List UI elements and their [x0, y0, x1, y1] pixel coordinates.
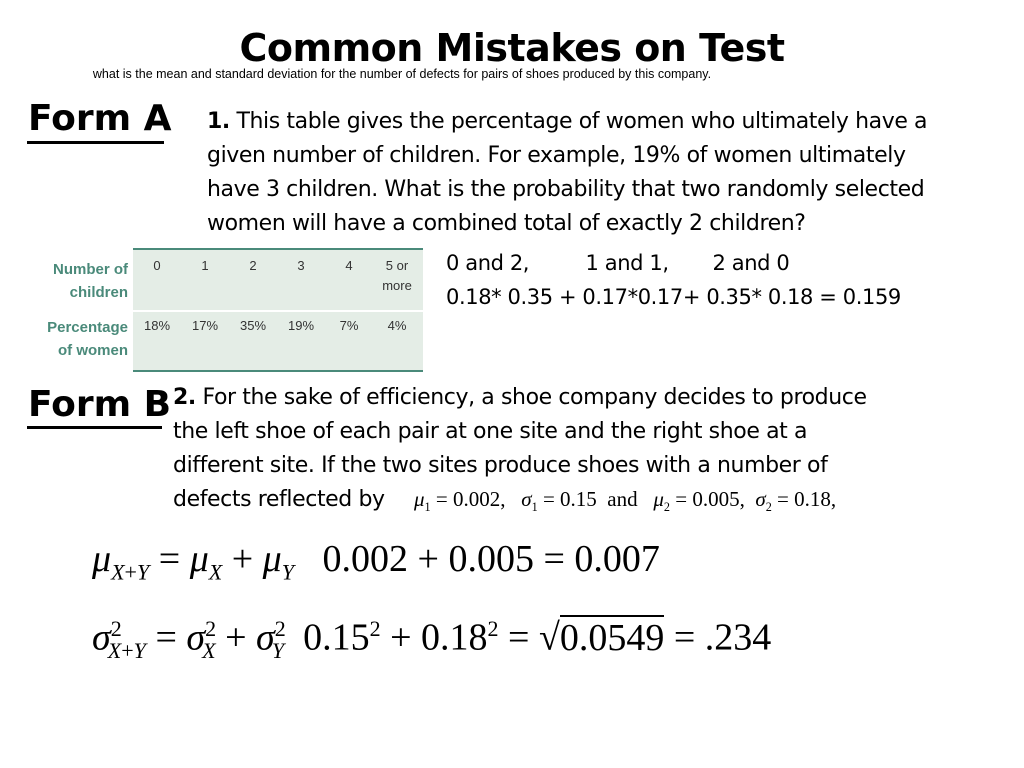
- sigma2-value: 0.18,: [794, 487, 837, 511]
- table-cell-percentage: 18%: [143, 318, 171, 333]
- mu1-value: 0.002,: [452, 487, 506, 511]
- form-a-underline: [27, 141, 164, 144]
- sd-result: = .234: [673, 616, 772, 659]
- form-b-question-line: defects reflected by: [173, 487, 385, 512]
- form-a-solution-calc: 0.18* 0.35 + 0.17*0.17+ 0.35* 0.18 = 0.159: [446, 285, 901, 309]
- sd-term-a: 0.15: [303, 616, 370, 659]
- form-a-question-line: women will have a combined total of exactly 2 children?: [207, 211, 806, 236]
- form-a-question-number: 1.: [207, 109, 230, 134]
- mean-sum-equation: $\mu_{X+Y} = \mu_X + \mu_Y$ 0.002 + 0.005 = 0.007: [92, 538, 660, 585]
- page-subtitle: what is the mean and standard deviation for the number of defects for pairs of shoes produced by this company.: [92, 67, 712, 81]
- table-cell-children: 0: [153, 258, 161, 273]
- table-cell-children: 3: [297, 258, 305, 273]
- form-b-question-number: 2.: [173, 385, 196, 410]
- table-cell-children: 5 or more: [382, 258, 412, 293]
- table-row-header-percentage: Percentage of women: [47, 319, 128, 359]
- table-cell-percentage: 17%: [191, 318, 219, 333]
- given-parameters: $\mu_1 = 0.002$, $\sigma_1 = 0.15$ and $\mu_2 = 0.005$, $\sigma_2 = 0.18$,: [414, 487, 837, 515]
- table-row-header-children: Number of children: [53, 261, 128, 301]
- sd-term-a-exponent: 2: [369, 616, 381, 641]
- form-a-solution-cases: 0 and 2, 1 and 1, 2 and 0: [446, 251, 790, 275]
- form-b-question-line: different site. If the two sites produce shoes with a number of: [173, 453, 828, 478]
- mean-result: 0.002 + 0.005 = 0.007: [322, 538, 660, 580]
- table-cell-percentage: 7%: [339, 318, 359, 333]
- variance-sum-equation: $\sigma^2_{X+Y} = \sigma^2_X + \sigma^2_Y$ $0.15^2 + 0.18^2 = √0.0549 = .234$: [92, 616, 772, 664]
- table-row-divider: [133, 310, 423, 312]
- table-cell-percentage: 4%: [387, 318, 407, 333]
- form-b-question-line: the left shoe of each pair at one site and the right shoe at a: [173, 419, 808, 444]
- table-cell-children: 2: [249, 258, 257, 273]
- sigma1-value: 0.15: [560, 487, 597, 511]
- sd-term-b: + 0.18: [390, 616, 488, 659]
- form-a-question-line: have 3 children. What is the probability that two randomly selected: [207, 177, 925, 202]
- form-a-question-line: given number of children. For example, 19% of women ultimately: [207, 143, 906, 168]
- table-cell-children: 4: [345, 258, 353, 273]
- form-a-question-line: 1. This table gives the percentage of women who ultimately have a: [207, 109, 928, 134]
- table-cell-percentage: 19%: [287, 318, 315, 333]
- form-b-question-line: 2. For the sake of efficiency, a shoe company decides to produce: [173, 385, 867, 410]
- page-title: Common Mistakes on Test: [239, 26, 785, 70]
- form-b-label: Form B: [28, 384, 172, 425]
- mu2-value: 0.005,: [692, 487, 745, 511]
- form-b-underline: [27, 426, 162, 429]
- sd-term-b-exponent: 2: [487, 616, 499, 641]
- table-grid: [133, 248, 423, 372]
- form-a-label: Form A: [28, 98, 172, 139]
- sqrt-radicand: 0.0549: [559, 616, 665, 659]
- form-a-question: [207, 105, 1007, 241]
- table-cell-percentage: 35%: [239, 318, 267, 333]
- and-word: and: [607, 487, 638, 511]
- children-percentage-table: [40, 248, 424, 370]
- table-cell-children: 1: [201, 258, 209, 273]
